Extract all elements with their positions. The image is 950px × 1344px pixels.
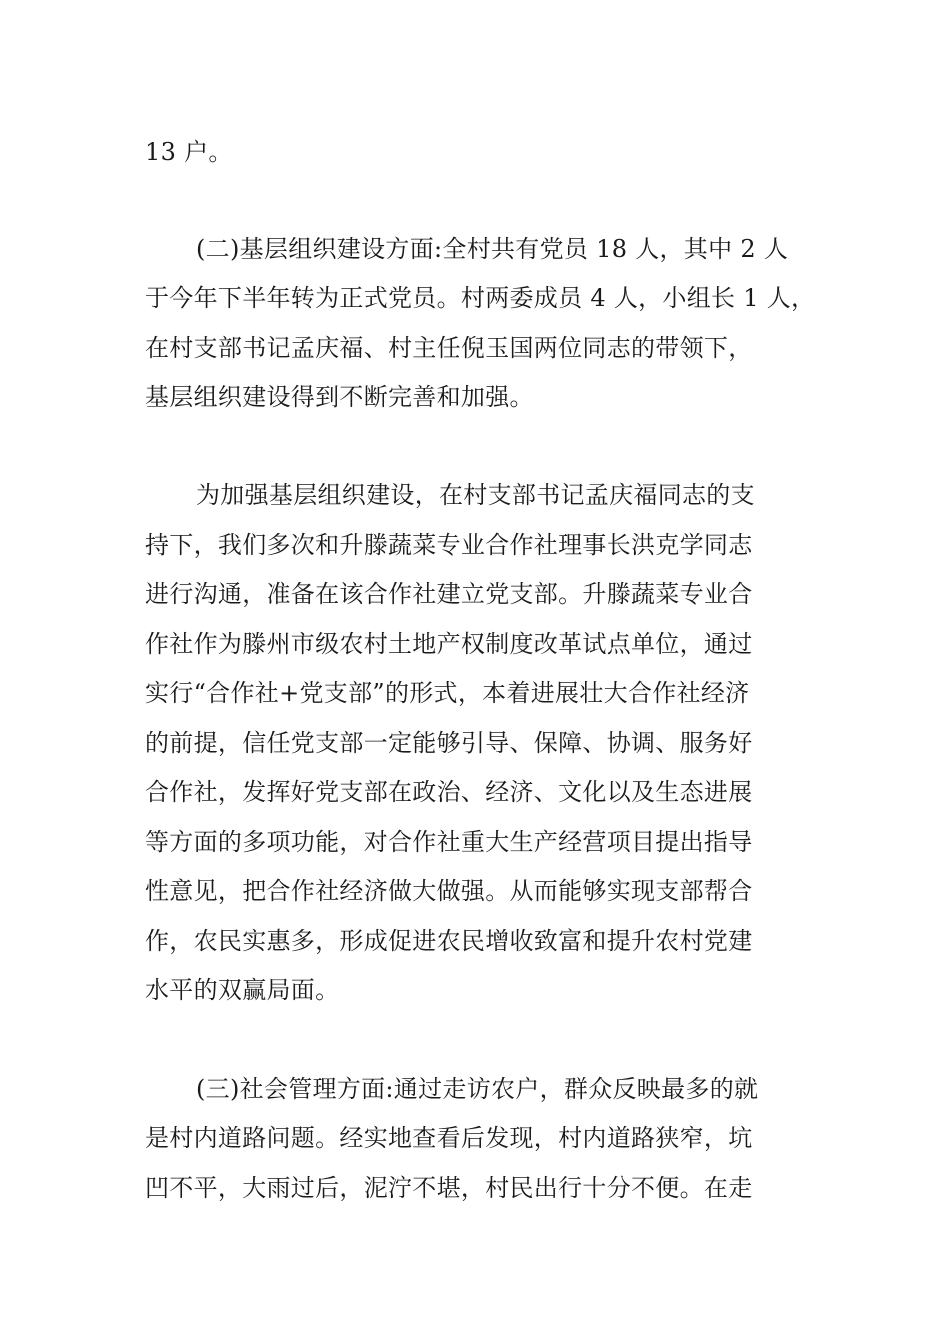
text-line: 基层组织建设得到不断完善和加强。	[145, 383, 534, 411]
text-line: 于今年下半年转为正式党员。村两委成员 4 人，小组长 1 人，	[145, 284, 816, 312]
paragraph-heading-line: (三)社会管理方面:通过走访农户，群众反映最多的就	[196, 1075, 759, 1103]
text-line: 水平的双赢局面。	[145, 976, 340, 1004]
text-line: 性意见，把合作社经济做大做强。从而能够实现支部帮合	[145, 877, 753, 905]
text-line: 合作社，发挥好党支部在政治、经济、文化以及生态进展	[145, 778, 753, 806]
paragraph-heading-line: (二)基层组织建设方面:全村共有党员 18 人，其中 2 人	[196, 235, 789, 263]
text-line: 作社作为滕州市级农村土地产权制度改革试点单位，通过	[145, 630, 753, 658]
text-line: 实行“合作社+党支部”的形式，本着进展壮大合作社经济	[145, 679, 750, 707]
paragraph-first-line: 为加强基层组织建设，在村支部书记孟庆福同志的支	[196, 481, 755, 509]
text-line: 在村支部书记孟庆福、村主任倪玉国两位同志的带领下，	[145, 334, 753, 362]
text-line: 作，农民实惠多，形成促进农民增收致富和提升农村党建	[145, 927, 753, 955]
text-line: 凹不平，大雨过后，泥泞不堪，村民出行十分不便。在走	[145, 1174, 753, 1202]
text-line: 等方面的多项功能，对合作社重大生产经营项目提出指导	[145, 828, 753, 856]
text-line: 的前提，信任党支部一定能够引导、保障、协调、服务好	[145, 729, 753, 757]
text-line: 是村内道路问题。经实地查看后发现，村内道路狭窄，坑	[145, 1124, 753, 1152]
text-line: 13 户。	[145, 138, 233, 166]
text-line: 持下，我们多次和升滕蔬菜专业合作社理事长洪克学同志	[145, 531, 753, 559]
text-line: 进行沟通，准备在该合作社建立党支部。升滕蔬菜专业合	[145, 580, 753, 608]
